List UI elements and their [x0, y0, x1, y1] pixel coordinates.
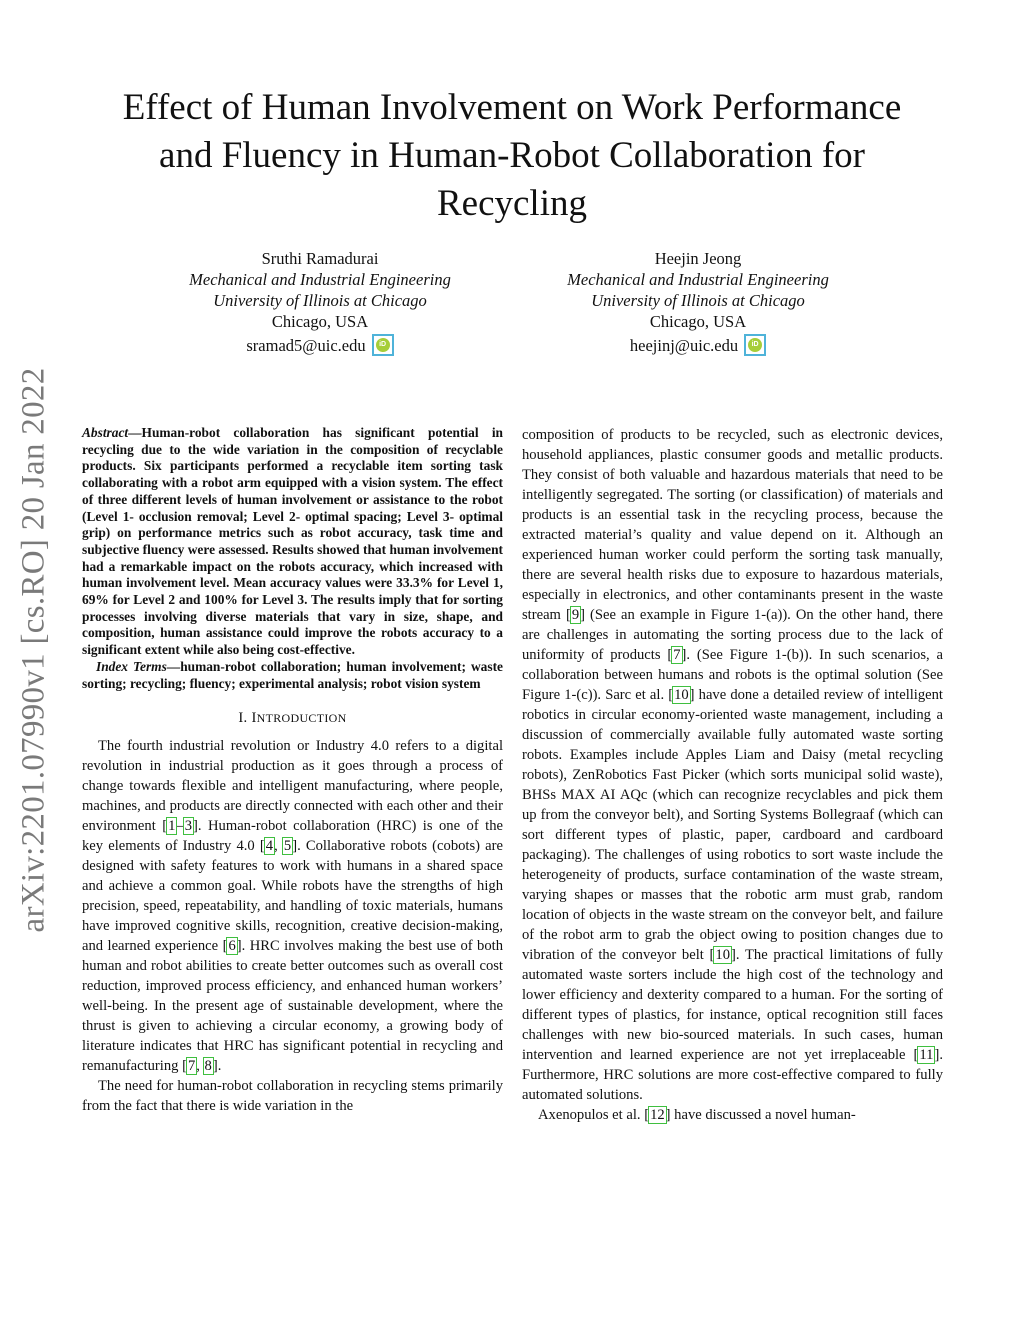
body-text-run: [ [162, 818, 168, 835]
title-line: and Fluency in Human-Robot Collaboration for [159, 135, 865, 176]
author-location: Chicago, USA [271, 312, 369, 331]
right-body-text [522, 425, 943, 1125]
section-title-rest: NTRODUCTION [256, 711, 347, 726]
arxiv-id-text: arXiv:2201.07990v1 [cs.RO] 20 Jan 2022 [15, 367, 52, 933]
index-terms [82, 659, 503, 692]
index-terms-label: Index Terms [96, 658, 167, 674]
author-department: Mechanical and Industrial Engineering [567, 270, 829, 289]
author-block-2 [508, 248, 888, 358]
body-text-run: , [274, 838, 283, 855]
abstract-label: Abstract [82, 425, 129, 440]
body-paragraph [522, 1105, 943, 1125]
body-text-run: ] have done a detailed review of intelligent robotics in circular economy-oriented waste management, including a discussion of commercially available fully automated waste sorting robots. Examples include Apples Liam and Daisy (metal recycling robots), ZenRobotics Fast Picker (which sorts municipal solid waste), BHSs MAX AI AQc (which can recognize recyclables and pick them up from the conveyor belt), and Sorting Systems Bollegraaf (which can sort different types of plastic, paper, cardboard and cardboard packaging). The challenges of using robotics to sort waste include the heterogeneity of products, surface contamination of the waste stream, varying shapes or masses that the robotic arm must grab, random location of objects in the waste stream on the conveyor belt, and failure of the robot arm to grab the object owing to position changes due to vibration of the conveyor belt [ [522, 687, 943, 963]
abstract-text: Human-robot collaboration has significant potential in recycling due to the wide variation in the composition of recyclable products. Six participants performed a recyclable item sorting task collaborating with a robot arm equipped with a vision system. The effect of three different levels of human involvement or assistance to the robot (Level 1- occlusion removal; Level 2- optimal spacing; Level 3- optimal grip) on performance metrics such as robot accuracy, task time and subjective fluency were assessed. Results showed that human involvement had a remarkable impact on the robots accuracy, which increased with human involvement level. Mean accuracy values were 33.3% for Level 1, 69% for Level 2 and 100% for Level 3. The results imply that for sorting processes involving diverse materials that vary in size, shape, and composition, human assistance could improve the robots accuracy to a significant extent while also being cost-effective. [82, 425, 503, 658]
title-line: Recycling [436, 183, 587, 224]
title-line: Effect of Human Involvement on Work Performance [122, 87, 902, 128]
author-name: Sruthi Ramadurai [261, 249, 379, 268]
author-university: University of Illinois at Chicago [591, 291, 805, 310]
orcid-icon[interactable] [372, 334, 394, 356]
body-text-run: ]. Collaborative robots (cobots) are designed with safety features to work with humans in a shared space and achieve a common goal. While robots have the strengths of high precision, speed, repeatability, and handling of toxic materials, humans have improved cognitive skills, recognition, creative decision-making, and learned experience [ [82, 838, 504, 955]
author-location: Chicago, USA [649, 312, 747, 331]
body-paragraph [82, 1076, 503, 1116]
citation-link[interactable]: 10 [674, 687, 689, 703]
paper-title [60, 84, 964, 228]
left-column [82, 425, 503, 1116]
citation-link[interactable]: 7 [673, 647, 681, 663]
body-text-run: , [196, 1058, 204, 1075]
body-text-run: ]. (See Figure 1-(b)). In such scenarios, a collaboration between humans and robots is the optimal solution (See Figure 1-(c)). Sarc et al. [ [522, 647, 943, 703]
citation-link[interactable]: 8 [204, 1058, 212, 1075]
orcid-label: iD [376, 338, 390, 352]
body-text-run: – [176, 818, 184, 835]
orcid-label: iD [748, 338, 762, 352]
citation-link[interactable]: 5 [283, 838, 292, 855]
citation-link[interactable]: 9 [571, 607, 580, 623]
section-numeral: I. [238, 710, 248, 727]
body-text-run: The fourth industrial revolution or Industry 4.0 refers to a digital revolution in industrial production as it goes through a process of change towards flexible and intelligent manufacturing, where people, machines, and products are directly connected with each other and their environment [82, 738, 503, 835]
author-email[interactable]: heejinj@uic.edu [629, 336, 739, 355]
body-text-run: ]. HRC involves making the best use of both human and robot abilities to create better outcomes such as overall cost reduction, improved process efficiency, and enhanced human workers’ well-being. In the present age of sustainable development, where the thrust is given to achieving a circular economy, a growing body of literature indicates that HRC has significant potential in recycling and remanufacturing [ [82, 938, 504, 1075]
body-text-run: Axenopulos et al. [ [538, 1107, 650, 1123]
section-heading-introduction [82, 708, 503, 728]
orcid-icon[interactable] [744, 334, 766, 356]
body-text-run: ] have discussed a novel human- [665, 1107, 856, 1123]
citation-link[interactable]: 7 [187, 1058, 196, 1075]
citation-link[interactable]: 10 [715, 947, 730, 963]
index-terms-dash: — [166, 658, 181, 674]
citation-link[interactable]: 12 [650, 1107, 665, 1123]
section-first-letter: I [251, 710, 257, 727]
citation-link[interactable]: 6 [228, 938, 236, 955]
citation-link[interactable]: 1 [168, 818, 176, 835]
index-terms-text: human-robot collaboration; human involvement; waste sorting; recycling; fluency; experimental analysis; robot vision system [82, 658, 503, 691]
author-name: Heejin Jeong [654, 249, 742, 268]
author-department: Mechanical and Industrial Engineering [189, 270, 451, 289]
author-university: University of Illinois at Chicago [213, 291, 427, 310]
body-paragraph [82, 736, 503, 1076]
body-text-run: ]. [212, 1058, 222, 1075]
citation-link[interactable]: 11 [919, 1047, 934, 1063]
abstract-dash: — [128, 425, 142, 440]
body-text-run: ]. Furthermore, HRC solutions are more cost-effective compared to fully automated solutions. [522, 1047, 943, 1103]
author-block-1 [130, 248, 510, 358]
body-text-run: ]. Human-robot collaboration (HRC) is one of the key elements of Industry 4.0 [ [82, 818, 503, 855]
body-text-run: ]. The practical limitations of fully automated waste sorters include the high cost of the technology and lower efficiency and dexterity compared to a human. For the sorting of different types of plastics, for instance, optical recognition still faces challenges with new bio-sourced materials. In such cases, human intervention and learned experience are not yet irreplaceable [ [522, 947, 943, 1063]
author-email[interactable]: sramad5@uic.edu [246, 336, 366, 355]
body-text-run: ] (See an example in Figure 1-(a)). On the other hand, there are challenges in automating the sorting process due to the lack of uniformity of products [ [522, 607, 943, 663]
arxiv-identifier-stamp [14, 360, 54, 940]
right-column [522, 425, 943, 1125]
abstract [82, 425, 503, 659]
left-body-text [82, 736, 503, 1116]
body-text-run: The need for human-robot collaboration in recycling stems primarily from the fact that there is wide variation in the [82, 1078, 503, 1115]
body-paragraph [522, 425, 943, 1105]
citation-link[interactable]: 3 [184, 818, 193, 835]
body-text-run: composition of products to be recycled, such as electronic devices, household appliances, plastic consumer goods and metallic products. They consist of both valuable and hazardous materials that need to be intelligently segregated. The sorting (or classification) of materials and products is an essential task in the recycling process, because the extracted material’s quality and value depend on it. Although an experienced human worker could perform the sorting task manually, there are several health risks due to exposure to hazardous materials, especially in electronics, and other contaminants present in the waste stream [ [522, 427, 943, 623]
citation-link[interactable]: 4 [265, 838, 274, 855]
